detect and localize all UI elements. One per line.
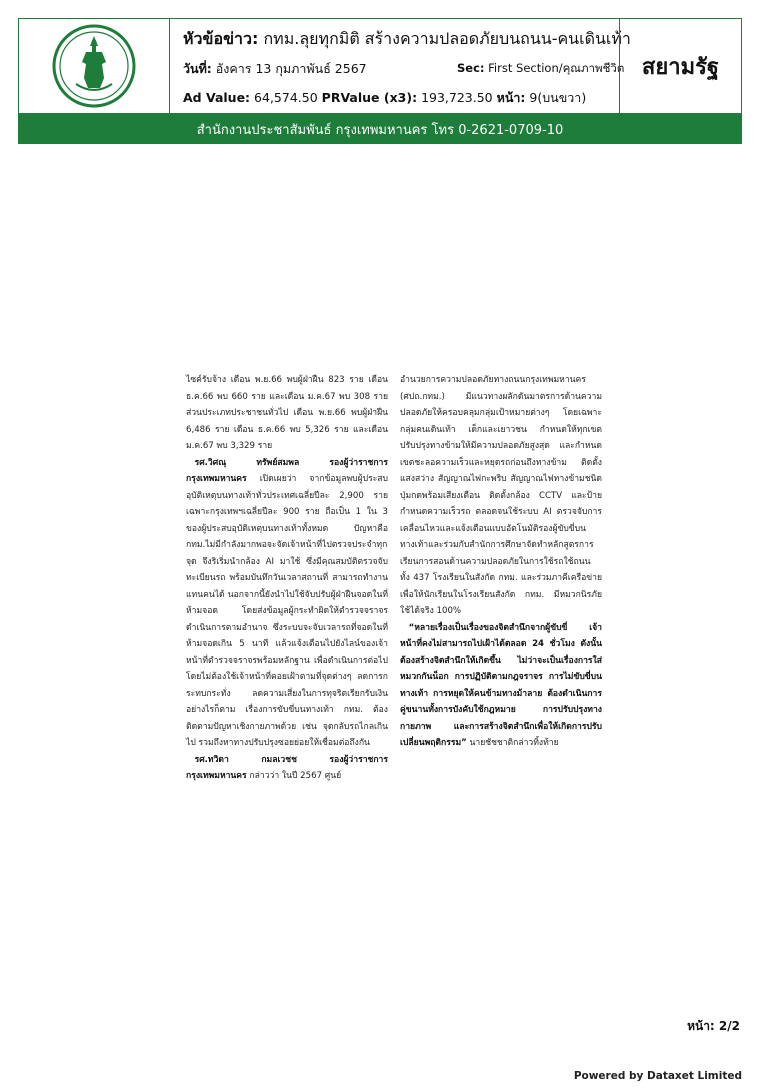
- date-value: อังคาร 13 กุมภาพันธ์ 2567: [215, 61, 367, 76]
- pr-value: 193,723.50: [421, 90, 493, 105]
- news-clip-header: [18, 18, 742, 114]
- agency-bar: [18, 114, 742, 144]
- headline-label: หัวข้อข่าว:: [183, 29, 259, 48]
- headline-value: กทม.ลุยทุกมิติ สร้างความปลอดภัยบนถนน-คนเดินเท้า: [263, 29, 631, 48]
- page-value: 9(บนขวา): [529, 90, 587, 105]
- date-label: วันที่:: [183, 61, 212, 76]
- headline-row: [183, 27, 631, 52]
- date-row: [183, 59, 367, 79]
- article-column-left: [186, 372, 388, 785]
- paragraph: อำนวยการความปลอดภัยทางถนนกรุงเทพมหานคร (ศปถ.กทม.) มีแนวทางผลักดันมาตรการด้านความปลอดภัยให้ครอบคลุมกลุ่มเป้าหมายต่างๆ โดยเฉพาะกลุ่มคนเดินเท้า เด็กและเยาวชน กำหนดให้ทุกเขตปรับปรุงทางข้ามให้มีความปลอดภัยสูงสุด และกำหนดเขตชะลอความเร็วและหยุดรถก่อนถึงทางข้าม ติดตั้งแสงสว่าง สัญญาณไฟกะพริบ สัญญาณไฟทางข้ามชนิดปุ่มกดพร้อมเสียงเตือน ติดตั้งกล้อง CCTV และป้ายกำหนดความเร็วรถ ตลอดจนใช้ระบบ AI ตรวจจับการเคลื่อนไหวและแจ้งเตือนแบบอัตโนมัติรองผู้ขับขี่บนทางเท้าและร่วมกับสำนักการศึกษาจัดทำหลักสูตรการเรียนการสอนด้านความปลอดภัยในการใช้รถใช้ถนน ทั้ง 437 โรงเรียนในสังกัด กทม. และร่วมภาคีเครือข่ายเพื่อให้นักเรียนในโรงเรียนสังกัด กทม. มีหมวกนิรภัยใช้ได้จริง 100%: [400, 375, 602, 616]
- page-label: หน้า:: [496, 90, 526, 105]
- paragraph: ไซค์รับจ้าง เดือน พ.ย.66 พบผู้ฝ่าฝืน 823 ราย เดือน ธ.ค.66 พบ 660 ราย และเดือน ม.ค.67 พบ 308 ราย ส่วนประเภทประชาชนทั่วไป เดือน พ.ย.66 พบผู้ฝ่าฝืน 6,486 ราย เดือน ธ.ค.66 พบ 5,326 ราย และเดือน ม.ค.67 พบ 3,329 ราย: [186, 375, 388, 451]
- paragraph: [400, 620, 602, 752]
- paragraph: [186, 752, 388, 785]
- section-row: [457, 60, 624, 78]
- logo-cell: [19, 19, 170, 113]
- article-column-right: [400, 372, 602, 752]
- ad-value: 64,574.50: [254, 90, 318, 105]
- quote-text: “หลายเรื่องเป็นเรื่องของจิตสำนึกจากผู้ขับขี่ เจ้าหน้าที่คงไม่สามารถไปเฝ้าได้ตลอด 24 ชั่วโมง ดังนั้น ต้องสร้างจิตสำนึกให้เกิดขึ้น ไม่ว่าจะเป็นเรื่องการใส่หมวกกันน็อก การปฏิบัติตามกฎจราจร การไม่ขับขี่บนทางเท้า การหยุดให้คนข้ามทางม้าลาย ต้องดำเนินการคู่ขนานทั้งการบังคับใช้กฎหมาย การปรับปรุงทางกายภาพ และการสร้างจิตสำนึกเพื่อให้เกิดการปรับเปลี่ยนพฤติกรรม”: [400, 622, 602, 748]
- publication-name: สยามรัฐ: [641, 54, 720, 80]
- pr-value-label: PRValue (x3):: [321, 90, 418, 105]
- clip-info: [169, 19, 631, 113]
- paragraph-text: กล่าวว่า ในปี 2567 ศูนย์: [249, 771, 342, 781]
- paragraph-text: เปิดเผยว่า จากข้อมูลพบผู้ประสบอุบัติเหตุบนทางเท้าทั่วประเทศเฉลี่ยปีละ 2,900 ราย เฉพาะกรุงเทพฯเฉลี่ยปีละ 900 ราย ถือเป็น 1 ใน 3 ของผู้ประสบอุบัติเหตุบนทางเท้าทั้งหมด ปัญหาคือ กทม.ไม่มีกำลังมากพอจะจัดเจ้าหน้าที่ไปตรวจประจำทุกจุด จึงริเริ่มนำกล้อง AI มาใช้ ซึ่งมีคุณสมบัติตรวจจับทะเบียนรถ พร้อมบันทึกวันเวลาสถานที่ สามารถทำงานแทนคนได้ นอกจากนี้ยังนำไปใช้จับปรับผู้ฝ่าฝืนจอดในที่ห้ามจอด โดยส่งข้อมูลผู้กระทำผิดให้ตำรวจจราจรดำเนินการตามอำนาจ ซึ่งระบบจะจับเวลารถที่จอดในที่ห้ามจอดเกิน 5 นาที แล้วแจ้งเตือนไปยังไลน์ของเจ้าหน้าที่ตำรวจจราจรพร้อมหลักฐาน เพื่อดำเนินการต่อไป โดยไม่ต้องใช้เจ้าหน้าที่คอยเฝ้าตามที่จุดต่างๆ ลดการกระทบกระทั่ง ลดความเสี่ยงในการทุจริตเรียกรับเงิน อย่างไรก็ตาม เรื่องการขับขี่บนทางเท้า กทม. ต้องติดตามปัญหาเชิงกายภาพด้วย เช่น จุดกลับรถไกลเกินไป รวมถึงหาทางปรับปรุงซอยย่อยให้เชื่อมต่อถึงกัน: [186, 474, 389, 748]
- paragraph: [186, 455, 388, 752]
- speaker-name: รศ.วิศณุ ทรัพย์สมพล รองผู้ว่าราชการกรุงเทพมหานคร: [186, 457, 388, 484]
- paragraph-text: นายชัชชาติกล่าวทิ้งท้าย: [469, 738, 559, 748]
- speaker-name: รศ.ทวิดา กมลเวชช รองผู้ว่าราชการกรุงเทพมหานคร: [186, 754, 388, 781]
- publication-cell: [619, 19, 741, 113]
- agency-text: สำนักงานประชาสัมพันธ์ กรุงเทพมหานคร โทร 0-2621-0709-10: [196, 122, 564, 138]
- section-value: First Section/คุณภาพชีวิต: [488, 61, 625, 75]
- page-indicator: หน้า: 2/2: [687, 1019, 740, 1033]
- powered-by: Powered by Dataxet Limited: [573, 1070, 742, 1082]
- section-label: Sec:: [457, 61, 485, 75]
- ad-value-label: Ad Value:: [183, 90, 251, 105]
- bangkok-metropolitan-seal-icon: [46, 22, 142, 110]
- value-row: [183, 88, 586, 108]
